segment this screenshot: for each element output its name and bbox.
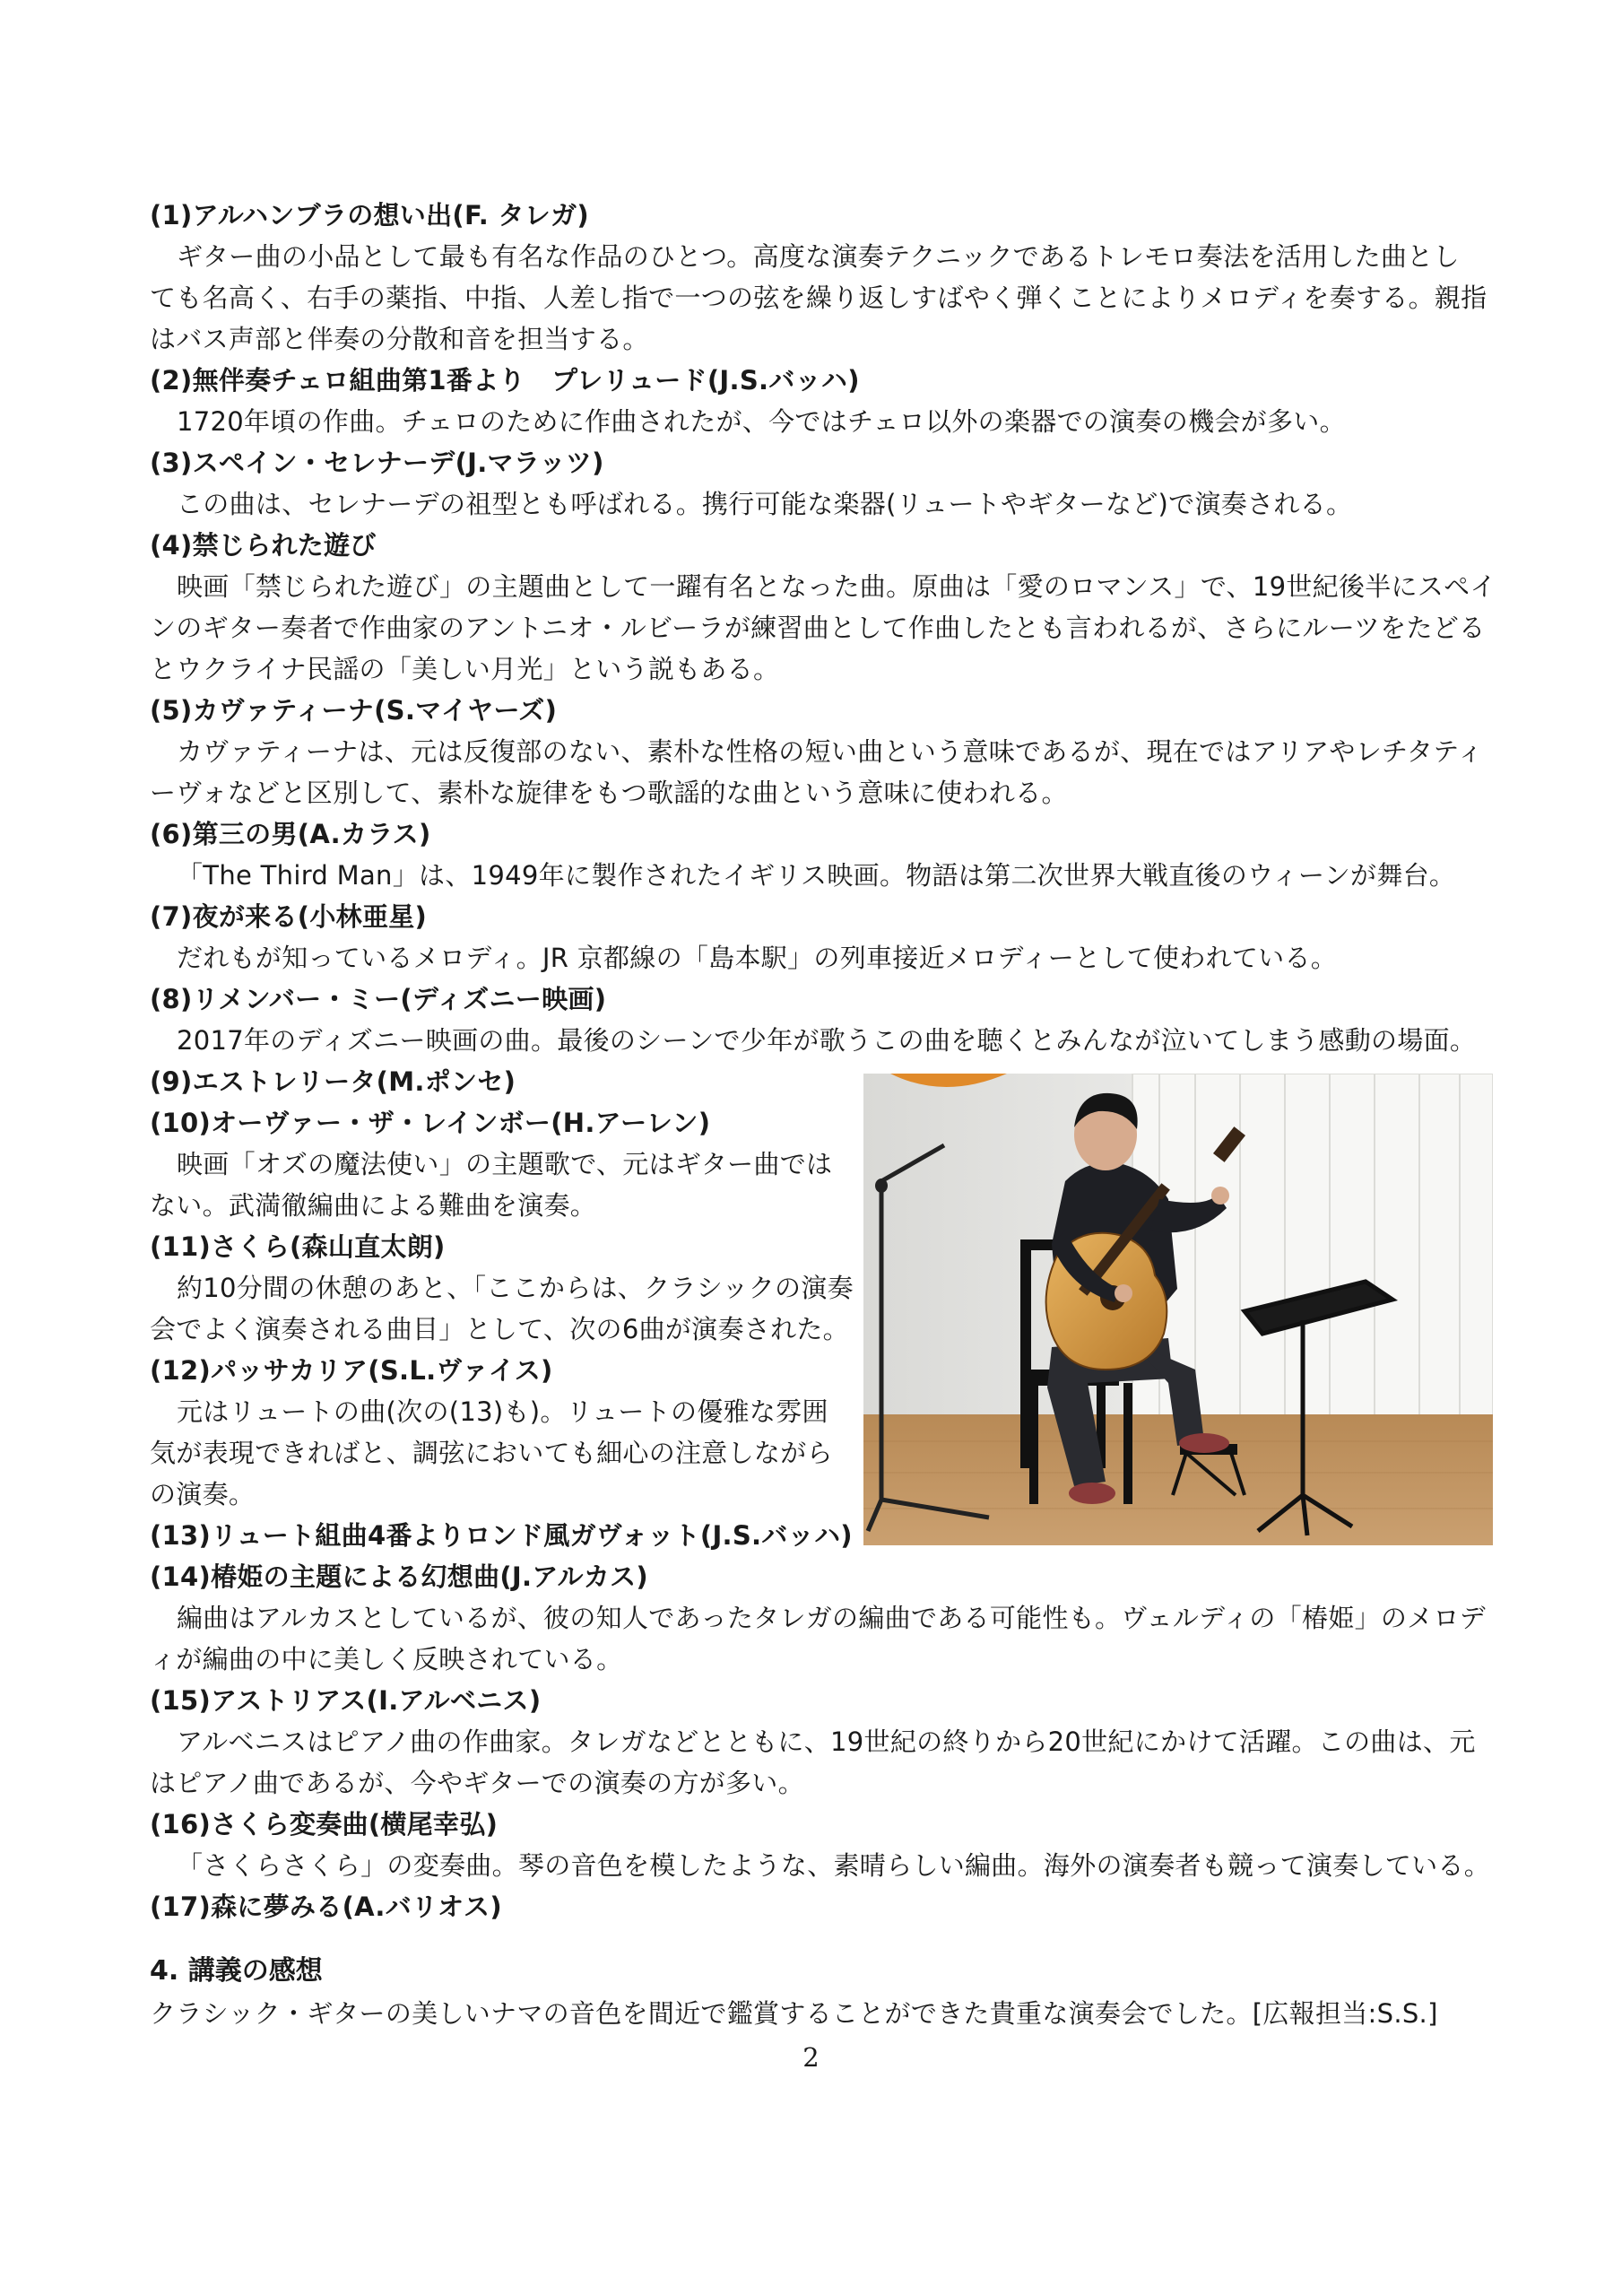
item-1-desc-2: ても名高く、右手の薬指、中指、人差し指で一つの弦を繰り返しすばやく弾くことによりメロディを奏する。親指 <box>150 283 1488 313</box>
page-number: 2 <box>802 2042 820 2073</box>
item-4-desc-3: とウクライナ民謡の「美しい月光」という説もある。 <box>150 654 780 684</box>
item-13-title: (13)リュート組曲4番よりロンド風ガヴォット(J.S.バッハ) <box>150 1520 853 1551</box>
item-1-title: (1)アルハンブラの想い出(F. タレガ) <box>150 200 589 230</box>
item-15-desc-1: アルベニスはピアノ曲の作曲家。タレガなどとともに、19世紀の終りから20世紀にかけて活躍。この曲は、元 <box>177 1726 1476 1757</box>
item-15-desc-2: はピアノ曲であるが、今やギターでの演奏の方が多い。 <box>150 1768 804 1798</box>
item-14-desc-1: 編曲はアルカスとしているが、彼の知人であったタレガの編曲である可能性も。ヴェルディの「椿姫」のメロデ <box>177 1603 1487 1633</box>
item-6-title: (6)第三の男(A.カラス) <box>150 819 431 849</box>
item-3-title: (3)スペイン・セレナーデ(J.マラッツ) <box>150 448 604 478</box>
item-10-desc-2: ない。武満徹編曲による難曲を演奏。 <box>150 1190 597 1221</box>
item-10-desc-1: 映画「オズの魔法使い」の主題歌で、元はギター曲では <box>177 1149 833 1179</box>
item-10-title: (10)オーヴァー・ザ・レインボー(H.アーレン) <box>150 1108 711 1138</box>
item-5-desc-1: カヴァティーナは、元は反復部のない、素朴な性格の短い曲という意味であるが、現在ではアリアやレチタティ <box>177 736 1484 767</box>
item-16-title: (16)さくら変奏曲(横尾幸弘) <box>150 1809 499 1839</box>
item-5-title: (5)カヴァティーナ(S.マイヤーズ) <box>150 695 558 726</box>
item-11-desc-2: 会でよく演奏される曲目」として、次の6曲が演奏された。 <box>150 1314 849 1344</box>
item-14-desc-2: ィが編曲の中に美しく反映されている。 <box>150 1644 623 1674</box>
item-3-desc-1: この曲は、セレナーデの祖型とも呼ばれる。携行可能な楽器(リュートやギターなど)で演奏される。 <box>177 489 1353 519</box>
left-shoe <box>1069 1483 1115 1504</box>
item-2-title: (2)無伴奏チェロ組曲第1番より プレリュード(J.S.バッハ) <box>150 365 860 396</box>
section-4-text: クラシック・ギターの美しいナマの音色を間近で鑑賞することができた貴重な演奏会でした。[広報担当:S.S.] <box>150 1998 1438 2029</box>
item-8-desc-1: 2017年のディズニー映画の曲。最後のシーンで少年が歌うこの曲を聴くとみんなが泣いてしまう感動の場面。 <box>177 1025 1477 1056</box>
item-2-desc-1: 1720年頃の作曲。チェロのために作曲されたが、今ではチェロ以外の楽器での演奏の機会が多い。 <box>177 406 1346 437</box>
item-15-title: (15)アストリアス(I.アルベニス) <box>150 1685 542 1716</box>
item-12-desc-2: 気が表現できればと、調弦においても細心の注意しながら <box>150 1438 833 1468</box>
item-12-desc-3: の演奏。 <box>150 1479 256 1509</box>
item-9-title: (9)エストレリータ(M.ポンセ) <box>150 1066 516 1097</box>
item-7-title: (7)夜が来る(小林亜星) <box>150 901 428 932</box>
item-17-title: (17)森に夢みる(A.バリオス) <box>150 1892 502 1922</box>
item-5-desc-2: ーヴォなどと区別して、素朴な旋律をもつ歌謡的な曲という意味に使われる。 <box>150 778 1068 808</box>
microphone-icon <box>875 1178 888 1193</box>
item-12-desc-1: 元はリュートの曲(次の(13)も)。リュートの優雅な雰囲 <box>177 1396 828 1427</box>
item-8-title: (8)リメンバー・ミー(ディズニー映画) <box>150 984 607 1014</box>
item-11-desc-1: 約10分間の休憩のあと、「ここからは、クラシックの演奏 <box>177 1273 854 1303</box>
item-4-desc-2: ンのギター奏者で作曲家のアントニオ・ルビーラが練習曲として作曲したとも言われるが、さらにルーツをたどる <box>150 613 1486 643</box>
item-1-desc-1: ギター曲の小品として最も有名な作品のひとつ。高度な演奏テクニックであるトレモロ奏法を活用した曲とし <box>177 241 1460 272</box>
item-4-desc-1: 映画「禁じられた遊び」の主題曲として一躍有名となった曲。原曲は「愛のロマンス」で、19世紀後半にスペイ <box>177 571 1496 602</box>
item-7-desc-1: だれもが知っているメロディ。JR 京都線の「島本駅」の列車接近メロディーとして使われている。 <box>177 943 1338 973</box>
item-12-title: (12)パッサカリア(S.L.ヴァイス) <box>150 1355 553 1386</box>
item-16-desc-1: 「さくらさくら」の変奏曲。琴の音色を模したような、素晴らしい編曲。海外の演奏者も競って演奏している。 <box>177 1850 1491 1881</box>
item-14-title: (14)椿姫の主題による幻想曲(J.アルカス) <box>150 1561 648 1592</box>
guitarist-photo <box>863 1074 1493 1545</box>
section-4-heading: 4. 講義の感想 <box>150 1955 323 1987</box>
item-6-desc-1: 「The Third Man」は、1949年に製作されたイギリス映画。物語は第二次世界大戦直後のウィーンが舞台。 <box>177 860 1456 891</box>
item-11-title: (11)さくら(森山直太朗) <box>150 1231 446 1262</box>
right-shoe <box>1179 1433 1229 1453</box>
item-4-title: (4)禁じられた遊び <box>150 530 377 561</box>
item-1-desc-3: はバス声部と伴奏の分散和音を担当する。 <box>150 324 649 354</box>
